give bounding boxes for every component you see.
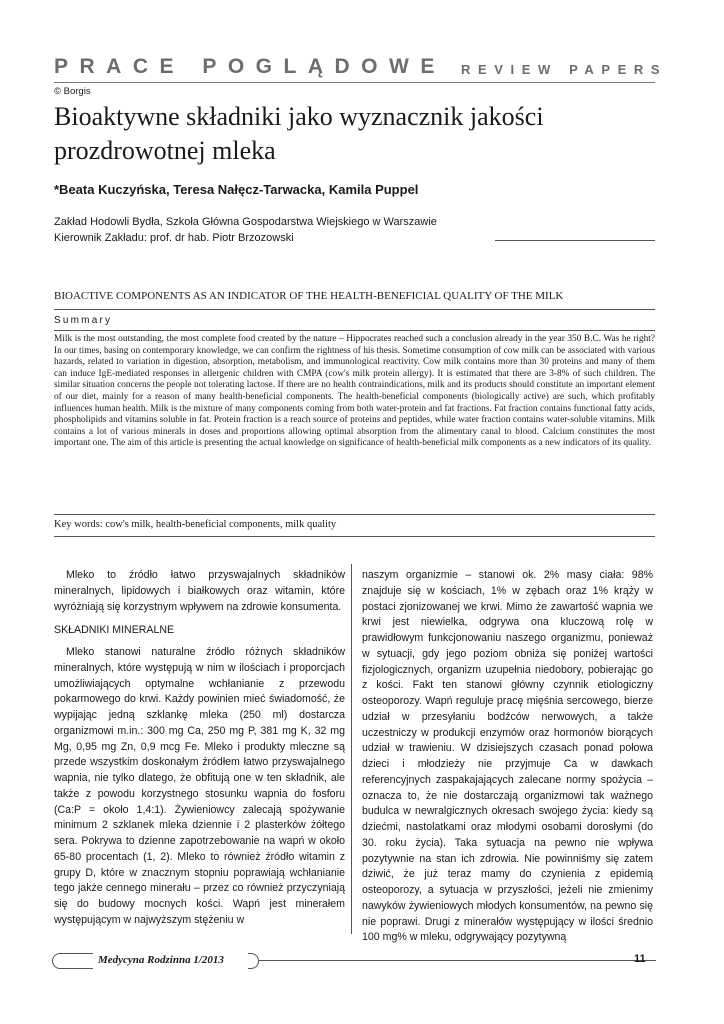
minerals-paragraph: Mleko stanowi naturalne źródło różnych składników mineralnych, które występują w nim w ilościach i proporcjach umożliwiających optymalne wchłanianie z przewodu pokarmowego do krwi. Każdy powinien mieć świadomość, że wypijając jedną szklankę mleka (250 ml) dostarcza organizmowi m.in.: 300 mg Ca, 250 mg P, 381 mg K, 32 mg Mg, 0,95 mg Zn, 0,9 mcg Fe. Mleko i produkty mleczne są przede wszystkim doskonałym źródłem łatwo przyswajalnego wapnia, nie tylko dlatego, że obfitują one w ten składnik, ale także z powodu korzystnego stosunku wapnia do fosforu (Ca:P = około 1,4:1). Żywieniowcy zalecają spożywanie minimum 2 szklanek mleka dziennie i 2 plasterków żółtego sera. Pokrywa to dzienne zapotrzebowanie na wapń w około 65-80 procentach (1, 2). Mleko to również źródło witamin z grupy D, które w znacznym stopniu poprawiają wchłanianie tego jakże cennego minerału – przez co również przyczyniają się do budowy mocnych kości. Wapń jest minerałem występującym w najwyższym stężeniu w	[54, 646, 345, 926]
page-number: 11	[634, 953, 646, 965]
footer-divider	[258, 960, 656, 961]
article-authors: *Beata Kuczyńska, Teresa Nałęcz-Tarwacka, Kamila Puppel	[54, 182, 419, 197]
body-column-right	[362, 568, 653, 946]
affiliation-head: Kierownik Zakładu: prof. dr hab. Piotr Brzozowski	[54, 232, 294, 244]
english-title: BIOACTIVE COMPONENTS AS AN INDICATOR OF THE HEALTH-BENEFICIAL QUALITY OF THE MILK	[54, 290, 564, 302]
summary-divider	[54, 330, 655, 331]
intro-paragraph: Mleko to źródło łatwo przyswajalnych składników mineralnych, lipidowych i białkowych oraz witamin, które wyróżniają się korzystnym wpływem na zdrowie konsumenta.	[54, 569, 345, 613]
column-divider	[351, 564, 352, 934]
body-column-left	[54, 568, 345, 929]
footer-bracket-left	[52, 953, 93, 969]
section-heading-minerals: SKŁADNIKI MINERALNE	[54, 624, 175, 637]
calcium-paragraph: naszym organizmie – stanowi ok. 2% masy ciała: 98% znajduje się w kościach, 1% w zębach oraz 1% krąży w postaci zjonizowanej we krwi. Mimo że zawartość wapnia we krwi jest niewielka, odgrywa ona kluczową rolę w prawidłowym funkcjonowaniu naszego organizmu, ponieważ w sytuacji, gdy jego poziom obniża się poniżej wartości fizjologicznych, organizm uzupełnia niedobory, pobierając go z kości. Fakt ten stanowi główny czynnik etiologiczny osteoporozy. Wapń reguluje pracę mięśnia sercowego, bierze udział w przesyłaniu bodźców nerwowych, a także uczestniczy w produkcji enzymów oraz hormonów biorących udział w trawieniu. W dzisiejszych czasach ponad połowa dzieci i młodzieży nie przyjmuje Ca w dawkach referencyjnych zaspakajających zalecane normy spożycia – oznacza to, że nie dostarczają organizmowi tak ważnego budulca w newralgicznych okresach swojego życia: kiedy są dziećmi, nastolatkami oraz młodymi osobami dorosłymi (do 30. roku życia). Taka sytuacja na pewno nie wpływa pozytywnie na stan ich zdrowia. Nie powinniśmy się zatem dziwić, że już teraz mamy do czynienia z epidemią osteoporozy, a sytuacja w przyszłości, jeżeli nie zmienimy nawyków żywieniowych młodych konsumentów, na pewno się nie poprawi. Drugi z minerałów występujący w ilości średnio 100 mg% w mleku, odgrywający pozytywną	[362, 569, 653, 944]
abstract-text: Milk is the most outstanding, the most complete food created by the nature – Hippocrates reached such a conclusion already in the year 350 B.C. Was he right? In our times, basing on contemporary knowledge, we can confirm the rightness of his thesis. Sometime consumption of cow milk can be associated with various hazards, related to variation in digestion, absorption, metabolism, and immunological reactivity. Cow milk contains more than 30 proteins and many of them can induce IgE-mediated responses in allergenic children with CMPA (cow's milk protein allergy). It is estimated that there are 3-8% of such children. The similar situation concerns the people not tolerating lactose. If there are no health contraindications, milk and its products should constitute an important element of our diet, mainly for a reason of many health-beneficial components. The health-beneficial components (biologically active) are such, which profitably influences human health. Milk is the mixture of many components coming from both water-protein and fat fractions. Fat fraction contains functional fatty acids, phospholipids and vitamins soluble in fat. Protein fraction is a reach source of proteins and peptides, while water fraction contains water-soluble vitamins. Milk contains a lot of various minerals in doses and proportions allowing optimal absorption from the alimentary canal to blood. Calcium constitutes the most important one. The aim of this article is presenting the actual knowledge on significance of health-beneficial milk components as a new indicators of its quality.	[54, 334, 655, 449]
article-title: Bioaktywne składniki jako wyznacznik jakości prozdrowotnej mleka	[54, 102, 544, 165]
header-divider	[54, 82, 655, 83]
keywords-divider-bottom	[54, 536, 655, 537]
copyright-notice: © Borgis	[54, 86, 91, 97]
keywords-divider-top	[54, 514, 655, 515]
summary-divider-top	[54, 309, 655, 310]
section-label: PRACE POGLĄDOWE	[54, 55, 446, 78]
affiliation-institution: Zakład Hodowli Bydła, Szkoła Główna Gospodarstwa Wiejskiego w Warszawie	[54, 216, 437, 228]
footer-journal-name: Medycyna Rodzinna 1/2013	[98, 954, 224, 966]
summary-label: Summary	[54, 315, 113, 326]
footer-bracket-right	[248, 953, 259, 969]
keywords: Key words: cow's milk, health-beneficial components, milk quality	[54, 519, 337, 530]
affiliation-divider	[495, 240, 655, 241]
section-label-english: REVIEW PAPERS	[461, 62, 668, 77]
